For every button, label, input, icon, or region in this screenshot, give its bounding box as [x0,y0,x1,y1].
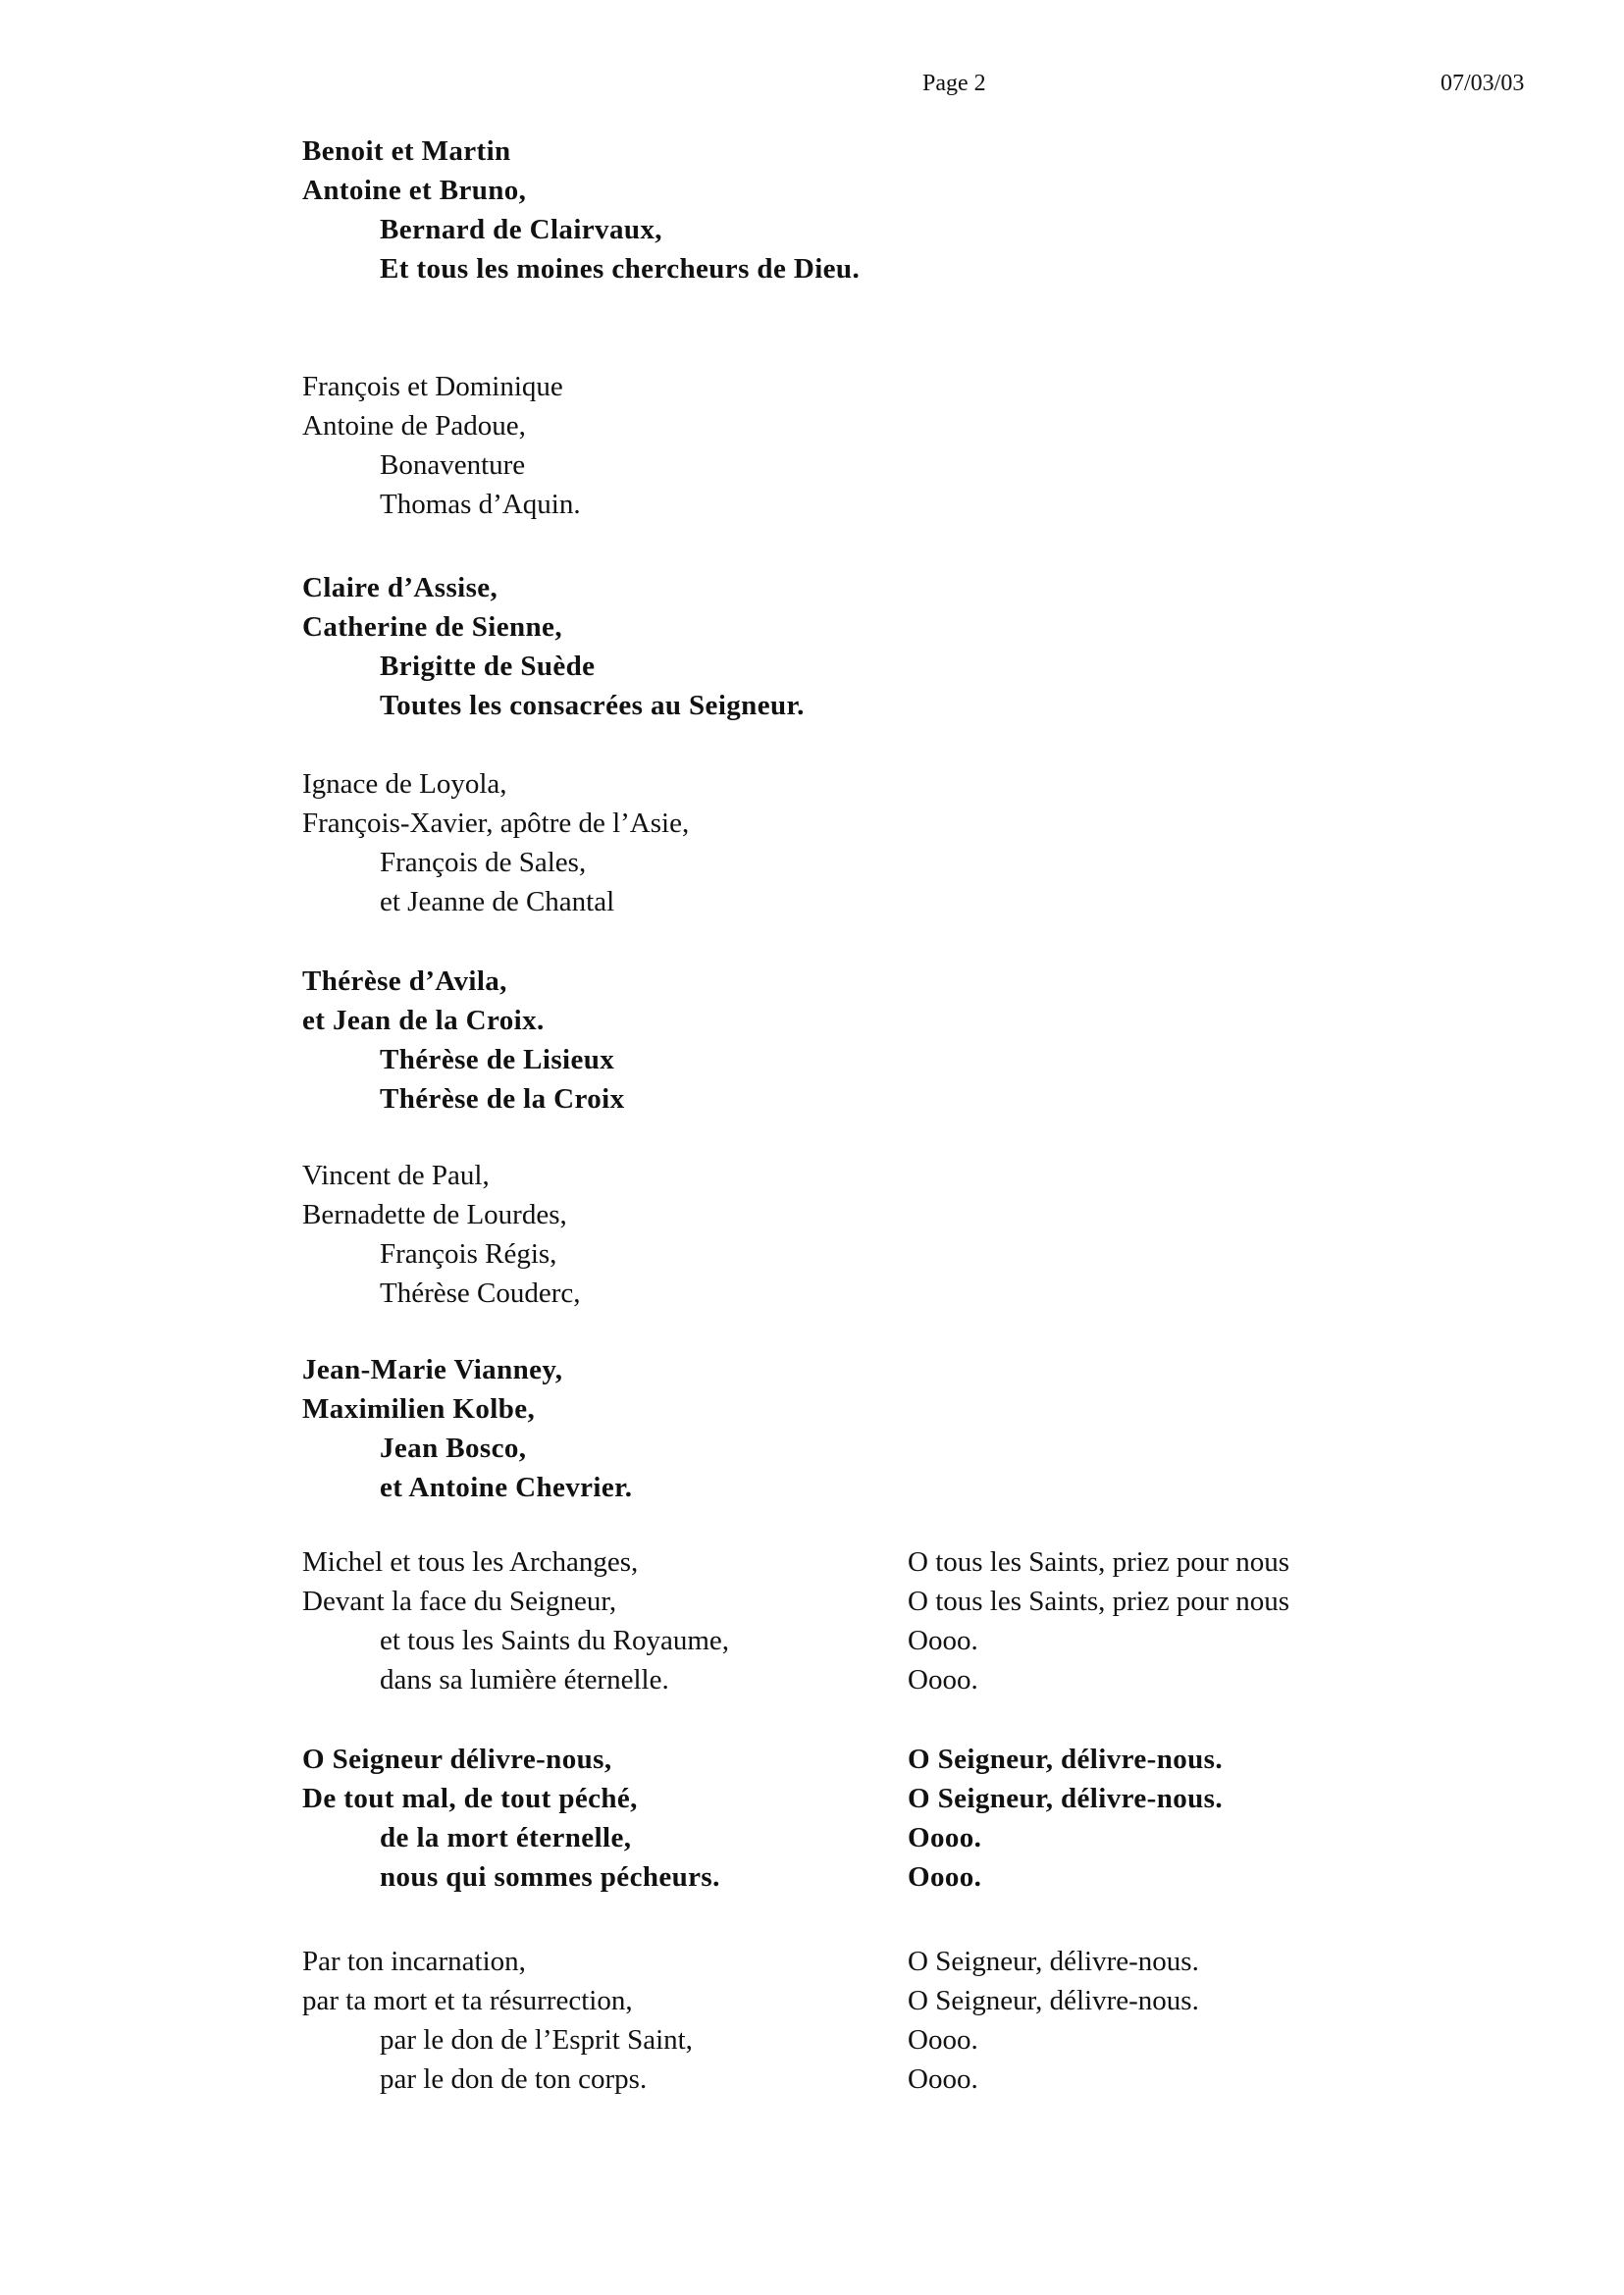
verse-line: Thérèse Couderc, [380,1278,581,1309]
verse-line: dans sa lumière éternelle. [380,1664,669,1695]
verse-line: Toutes les consacrées au Seigneur. [380,690,805,721]
stanza [302,1156,891,1313]
verse-line: Jean Bosco, [380,1433,527,1464]
verse-line: Antoine de Padoue, [302,410,526,442]
response-line: Oooo. [908,1861,982,1893]
verse-line: Devant la face du Seigneur, [302,1586,617,1617]
verse-line: Benoit et Martin [302,135,511,167]
verse-line: Vincent de Paul, [302,1160,490,1191]
stanza [302,962,891,1119]
verse-line: par le don de ton corps. [380,2063,648,2095]
verse-line: François Régis, [380,1238,557,1270]
verse-line: Thérèse de la Croix [380,1083,625,1115]
response-column [908,1542,1398,1699]
response-line: Oooo. [908,1625,978,1656]
verse-line: François et Dominique [302,371,563,402]
verse-line: Michel et tous les Archanges, [302,1546,639,1578]
verse-line: O Seigneur délivre-nous, [302,1744,612,1775]
verse-line: Claire d’Assise, [302,572,498,603]
stanza [302,568,891,725]
response-line: Oooo. [908,1822,982,1853]
stanza [302,1942,891,2099]
response-line: O tous les Saints, priez pour nous [908,1586,1290,1617]
verse-line: Thérèse de Lisieux [380,1044,615,1075]
stanza [302,1350,891,1507]
response-line: Oooo. [908,2024,978,2056]
response-line: Oooo. [908,1664,978,1695]
verse-line: par le don de l’Esprit Saint, [380,2024,693,2056]
verse-line: Bonaventure [380,449,526,481]
verse-line: Par ton incarnation, [302,1946,526,1977]
verse-line: et tous les Saints du Royaume, [380,1625,730,1656]
verse-line: François-Xavier, apôtre de l’Asie, [302,808,690,839]
stanza [302,131,891,288]
response-line: O Seigneur, délivre-nous. [908,1744,1223,1775]
verse-line: Maximilien Kolbe, [302,1393,536,1425]
stanza [302,367,891,524]
verse-line: Et tous les moines chercheurs de Dieu. [380,253,861,285]
verse-line: et Jeanne de Chantal [380,886,615,917]
verse-line: nous qui sommes pécheurs. [380,1861,720,1893]
verse-line: de la mort éternelle, [380,1822,632,1853]
verse-line: Ignace de Loyola, [302,768,507,800]
page-date: 07/03/03 [1441,71,1525,96]
verse-line: Thérèse d’Avila, [302,965,507,997]
response-line: O Seigneur, délivre-nous. [908,1783,1223,1814]
response-column [908,1740,1398,1897]
verse-line: De tout mal, de tout péché, [302,1783,638,1814]
response-line: O tous les Saints, priez pour nous [908,1546,1290,1578]
verse-line: François de Sales, [380,847,587,878]
response-line: Oooo. [908,2063,978,2095]
response-line: O Seigneur, délivre-nous. [908,1985,1199,2016]
verse-line: Antoine et Bruno, [302,175,527,206]
verse-line: Brigitte de Suède [380,651,596,682]
stanza [302,764,891,921]
verse-line: Bernard de Clairvaux, [380,214,662,245]
page-number: Page 2 [922,71,986,96]
stanza [302,1542,891,1699]
verse-line: par ta mort et ta résurrection, [302,1985,633,2016]
verse-line: Bernadette de Lourdes, [302,1199,567,1230]
stanza [302,1740,891,1897]
verse-line: Catherine de Sienne, [302,611,562,643]
verse-line: et Jean de la Croix. [302,1005,545,1036]
response-column [908,1942,1398,2099]
response-line: O Seigneur, délivre-nous. [908,1946,1199,1977]
verse-line: Thomas d’Aquin. [380,489,581,520]
verse-line: et Antoine Chevrier. [380,1472,633,1503]
verse-line: Jean-Marie Vianney, [302,1354,563,1385]
